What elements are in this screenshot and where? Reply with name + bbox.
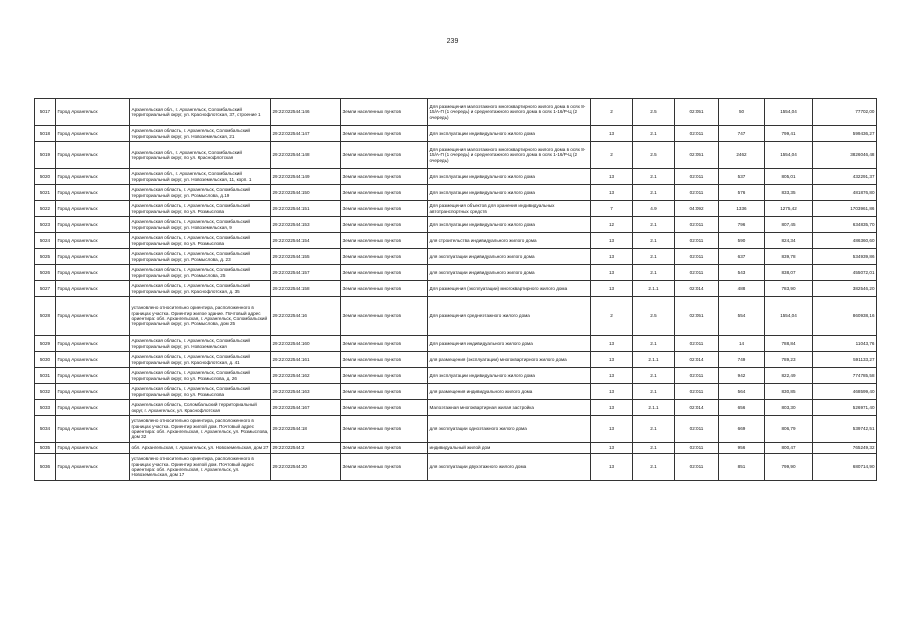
permitted-use-cell: для размещения индивидуального жилого дома <box>428 384 591 400</box>
specific-value-cell: 830,85 <box>765 384 813 400</box>
permitted-use-cell: для эксплуатации одноэтажного жилого дома <box>428 416 591 443</box>
cadastral-value-table <box>34 98 877 481</box>
permitted-use-cell: Для размещения (эксплуатации) многоквартирного жилого дома <box>428 281 591 297</box>
address-cell: Архангельская область, г. Архангельск, Соломбальский территориальный округ, по ул. Розмыслова, д. 26 <box>130 368 271 384</box>
row-number-cell: 5030 <box>35 352 56 368</box>
table-row <box>35 443 877 454</box>
row-number-cell: 5026 <box>35 265 56 281</box>
area-cell: 590 <box>719 233 765 249</box>
area-cell: 749 <box>719 352 765 368</box>
area-cell: 554 <box>719 297 765 336</box>
table-row <box>35 265 877 281</box>
address-cell: Архангельская обл., г. Архангельск, Соломбальский территориальный округ, по ул. Краснофлотская <box>130 142 271 169</box>
specific-value-cell: 805,01 <box>765 169 813 185</box>
locality-cell: Город Архангельск <box>56 368 130 384</box>
specific-value-cell: 1554,04 <box>765 99 813 126</box>
cadastral-number-cell: 29:22:022544:160 <box>271 336 341 352</box>
group-code-cell: 13 <box>591 126 633 142</box>
cadastral-number-cell: 29:22:022544:163 <box>271 384 341 400</box>
cadastral-number-cell: 29:22:022544:155 <box>271 249 341 265</box>
cadastral-value-cell: 382546,20 <box>813 281 877 297</box>
permitted-use-cell: для строительства индивидуального жилого дома <box>428 233 591 249</box>
land-category-cell: Земли населенных пунктов <box>341 185 428 201</box>
use-code-cell: 2.1 <box>633 169 675 185</box>
table-body <box>35 99 877 481</box>
use-code-cell: 2.5 <box>633 99 675 126</box>
table-row <box>35 384 877 400</box>
area-cell: 942 <box>719 368 765 384</box>
area-cell: 2462 <box>719 142 765 169</box>
group-code-cell: 13 <box>591 368 633 384</box>
locality-cell: Город Архангельск <box>56 384 130 400</box>
cadastral-number-cell: 29:22:022544:162 <box>271 368 341 384</box>
area-cell: 637 <box>719 249 765 265</box>
permitted-use-cell: Для размещения малоэтажного многоквартирного жилого дома в осях 8-15/А-П (1 очередь) и среднеэтажного жилого дома в осях 1-16/Р-Ц (2 очередь) <box>428 142 591 169</box>
locality-cell: Город Архангельск <box>56 416 130 443</box>
cadastral-number-cell: 29:22:022544:153 <box>271 217 341 233</box>
permitted-use-cell: для эксплуатации двухэтажного жилого дома <box>428 454 591 481</box>
area-cell: 543 <box>719 265 765 281</box>
cadastral-number-cell: 29:22:022544:20 <box>271 454 341 481</box>
activity-code-cell: 02:051 <box>675 297 719 336</box>
specific-value-cell: 839,78 <box>765 249 813 265</box>
use-code-cell: 2.1.1 <box>633 352 675 368</box>
area-cell: 50 <box>719 99 765 126</box>
activity-code-cell: 02:011 <box>675 217 719 233</box>
row-number-cell: 5025 <box>35 249 56 265</box>
group-code-cell: 13 <box>591 443 633 454</box>
table-row <box>35 217 877 233</box>
land-category-cell: Земли населенных пунктов <box>341 352 428 368</box>
group-code-cell: 13 <box>591 400 633 416</box>
area-cell: 956 <box>719 443 765 454</box>
cadastral-number-cell: 29:22:022544:154 <box>271 233 341 249</box>
cadastral-number-cell: 29:22:022544:151 <box>271 201 341 217</box>
row-number-cell: 5017 <box>35 99 56 126</box>
use-code-cell: 2.5 <box>633 297 675 336</box>
address-cell: Архангельская область, г. Архангельск, Соломбальский территориальный округ, по ул. Розмыслова <box>130 233 271 249</box>
area-cell: 576 <box>719 185 765 201</box>
group-code-cell: 13 <box>591 169 633 185</box>
permitted-use-cell: Для эксплуатации индивидуального жилого дома <box>428 126 591 142</box>
cadastral-value-cell: 1703961,86 <box>813 201 877 217</box>
row-number-cell: 5035 <box>35 443 56 454</box>
address-cell: Архангельская область, г. Архангельск, Соломбальский территориальный округ, ул. Краснофлотская, д. 35 <box>130 281 271 297</box>
specific-value-cell: 806,79 <box>765 416 813 443</box>
land-category-cell: Земли населенных пунктов <box>341 126 428 142</box>
row-number-cell: 5022 <box>35 201 56 217</box>
specific-value-cell: 807,45 <box>765 217 813 233</box>
specific-value-cell: 838,07 <box>765 265 813 281</box>
row-number-cell: 5021 <box>35 185 56 201</box>
permitted-use-cell: Малоэтажная многоквартирная жилая застройка <box>428 400 591 416</box>
row-number-cell: 5024 <box>35 233 56 249</box>
row-number-cell: 5023 <box>35 217 56 233</box>
address-cell: установлено относительно ориентира, расположенного в границах участка. Ориентир жилой дом. Почтовый адрес ориентира: обл. Архангельская, г. Архангельск, ул. Новоземельская, дом 17 <box>130 454 271 481</box>
row-number-cell: 5036 <box>35 454 56 481</box>
address-cell: установлено относительно ориентира, расположенного в границах участка. Ориентир жилой дом. Почтовый адрес ориентира: обл. Архангельская, г. Архангельск, ул. Розмыслова, дом 32 <box>130 416 271 443</box>
table-row <box>35 249 877 265</box>
table-row <box>35 185 877 201</box>
group-code-cell: 13 <box>591 185 633 201</box>
group-code-cell: 2 <box>591 142 633 169</box>
cadastral-number-cell: 29:22:022544:2 <box>271 443 341 454</box>
table-row <box>35 99 877 126</box>
locality-cell: Город Архангельск <box>56 352 130 368</box>
group-code-cell: 13 <box>591 249 633 265</box>
row-number-cell: 5018 <box>35 126 56 142</box>
land-category-cell: Земли населенных пунктов <box>341 201 428 217</box>
cadastral-number-cell: 29:22:022544:148 <box>271 142 341 169</box>
row-number-cell: 5034 <box>35 416 56 443</box>
use-code-cell: 2.1 <box>633 249 675 265</box>
address-cell: установлено относительно ориентира, расположенного в границах участка. Ориентир жилое здание. Почтовый адрес ориентира: обл. Архангельская, г. Архангельск, Соломбальский территориальный округ, ул. Розмыслова, дом 25 <box>130 297 271 336</box>
cadastral-value-cell: 3826046,48 <box>813 142 877 169</box>
activity-code-cell: 02:011 <box>675 185 719 201</box>
specific-value-cell: 799,90 <box>765 454 813 481</box>
permitted-use-cell: Для размещения объектов для хранения индивидуальных автотранспортных средств <box>428 201 591 217</box>
specific-value-cell: 788,84 <box>765 336 813 352</box>
address-cell: Архангельская обл., г. Архангельск, Соломбальский территориальный округ, ул. Новоземельская, 11, корп. 1 <box>130 169 271 185</box>
land-category-cell: Земли населенных пунктов <box>341 416 428 443</box>
cadastral-value-cell: 468599,40 <box>813 384 877 400</box>
specific-value-cell: 1554,04 <box>765 297 813 336</box>
land-category-cell: Земли населенных пунктов <box>341 142 428 169</box>
cadastral-value-cell: 526971,40 <box>813 400 877 416</box>
activity-code-cell: 02:011 <box>675 265 719 281</box>
cadastral-value-cell: 680714,90 <box>813 454 877 481</box>
row-number-cell: 5031 <box>35 368 56 384</box>
use-code-cell: 2.1 <box>633 233 675 249</box>
cadastral-value-cell: 591133,27 <box>813 352 877 368</box>
land-category-cell: Земли населенных пунктов <box>341 336 428 352</box>
cadastral-number-cell: 29:22:022544:167 <box>271 400 341 416</box>
permitted-use-cell: индивидуальный жилой дом <box>428 443 591 454</box>
cadastral-value-cell: 599436,27 <box>813 126 877 142</box>
table-row <box>35 233 877 249</box>
land-category-cell: Земли населенных пунктов <box>341 384 428 400</box>
area-cell: 669 <box>719 416 765 443</box>
activity-code-cell: 02:011 <box>675 126 719 142</box>
land-category-cell: Земли населенных пунктов <box>341 443 428 454</box>
locality-cell: Город Архангельск <box>56 185 130 201</box>
area-cell: 656 <box>719 400 765 416</box>
area-cell: 747 <box>719 126 765 142</box>
cadastral-number-cell: 29:22:022544:158 <box>271 281 341 297</box>
cadastral-value-cell: 486360,60 <box>813 233 877 249</box>
specific-value-cell: 789,23 <box>765 352 813 368</box>
locality-cell: Город Архангельск <box>56 126 130 142</box>
table-row <box>35 454 877 481</box>
specific-value-cell: 1275,42 <box>765 201 813 217</box>
use-code-cell: 2.1 <box>633 416 675 443</box>
locality-cell: Город Архангельск <box>56 99 130 126</box>
permitted-use-cell: Для эксплуатации индивидуального жилого дома <box>428 217 591 233</box>
use-code-cell: 2.1 <box>633 336 675 352</box>
activity-code-cell: 02:014 <box>675 352 719 368</box>
table-row <box>35 169 877 185</box>
use-code-cell: 2.1 <box>633 217 675 233</box>
land-category-cell: Земли населенных пунктов <box>341 99 428 126</box>
group-code-cell: 13 <box>591 233 633 249</box>
row-number-cell: 5032 <box>35 384 56 400</box>
use-code-cell: 2.5 <box>633 142 675 169</box>
activity-code-cell: 02:051 <box>675 142 719 169</box>
table-row <box>35 297 877 336</box>
locality-cell: Город Архангельск <box>56 336 130 352</box>
locality-cell: Город Архангельск <box>56 249 130 265</box>
row-number-cell: 5029 <box>35 336 56 352</box>
use-code-cell: 2.1 <box>633 454 675 481</box>
cadastral-value-cell: 539742,51 <box>813 416 877 443</box>
specific-value-cell: 824,34 <box>765 233 813 249</box>
specific-value-cell: 799,41 <box>765 126 813 142</box>
locality-cell: Город Архангельск <box>56 217 130 233</box>
cadastral-value-cell: 634835,70 <box>813 217 877 233</box>
permitted-use-cell: Для размещения индивидуального жилого дома <box>428 336 591 352</box>
permitted-use-cell: для эксплуатации индивидуального жилого дома <box>428 249 591 265</box>
use-code-cell: 2.1 <box>633 126 675 142</box>
address-cell: Архангельская обл., г. Архангельск, Соломбальский территориальный округ, ул. Краснофлотская, 37, строение 1 <box>130 99 271 126</box>
cadastral-number-cell: 29:22:022544:149 <box>271 169 341 185</box>
group-code-cell: 13 <box>591 281 633 297</box>
use-code-cell: 2.1 <box>633 368 675 384</box>
table-row <box>35 201 877 217</box>
cadastral-value-cell: 77702,00 <box>813 99 877 126</box>
permitted-use-cell: Для эксплуатации индивидуального жилого дома <box>428 169 591 185</box>
table-row <box>35 126 877 142</box>
locality-cell: Город Архангельск <box>56 233 130 249</box>
cadastral-number-cell: 29:22:022544:157 <box>271 265 341 281</box>
specific-value-cell: 803,30 <box>765 400 813 416</box>
specific-value-cell: 822,49 <box>765 368 813 384</box>
locality-cell: Город Архангельск <box>56 201 130 217</box>
row-number-cell: 5028 <box>35 297 56 336</box>
locality-cell: Город Архангельск <box>56 400 130 416</box>
group-code-cell: 13 <box>591 454 633 481</box>
cadastral-number-cell: 29:22:022544:146 <box>271 99 341 126</box>
use-code-cell: 2.1.1 <box>633 400 675 416</box>
permitted-use-cell: для размещения (эксплуатации) многоквартирного жилого дома <box>428 352 591 368</box>
activity-code-cell: 02:051 <box>675 99 719 126</box>
land-category-cell: Земли населенных пунктов <box>341 169 428 185</box>
address-cell: Архангельская область, г. Архангельск, Соломбальский территориальный округ, ул. Розмыслова, д. 23 <box>130 249 271 265</box>
group-code-cell: 13 <box>591 384 633 400</box>
group-code-cell: 13 <box>591 336 633 352</box>
area-cell: 564 <box>719 384 765 400</box>
use-code-cell: 2.1 <box>633 185 675 201</box>
land-category-cell: Земли населенных пунктов <box>341 249 428 265</box>
address-cell: Архангельская область, г. Архангельск, Соломбальский территориальный округ, ул. Новоземельская, 9 <box>130 217 271 233</box>
table-row <box>35 352 877 368</box>
activity-code-cell: 02:011 <box>675 416 719 443</box>
group-code-cell: 12 <box>591 217 633 233</box>
specific-value-cell: 1554,04 <box>765 142 813 169</box>
address-cell: Архангельская область, г. Архангельск, Соломбальский территориальный округ, ул. Новоземельская, 21 <box>130 126 271 142</box>
locality-cell: Город Архангельск <box>56 443 130 454</box>
address-cell: Архангельская область, г. Архангельск, Соломбальский территориальный округ, ул. Новоземельская <box>130 336 271 352</box>
area-cell: 537 <box>719 169 765 185</box>
address-cell: Архангельская область, г. Архангельск, Соломбальский территориальный округ, ул. Краснофлотская, д. 41 <box>130 352 271 368</box>
page-number: 239 <box>446 38 459 45</box>
cadastral-value-cell: 432291,37 <box>813 169 877 185</box>
permitted-use-cell: Для эксплуатации индивидуального жилого дома <box>428 185 591 201</box>
activity-code-cell: 02:011 <box>675 384 719 400</box>
address-cell: Архангельская область, Соломбальский территориальный округ, г. Архангельск, ул. Краснофлотская <box>130 400 271 416</box>
activity-code-cell: 02:011 <box>675 169 719 185</box>
locality-cell: Город Архангельск <box>56 281 130 297</box>
locality-cell: Город Архангельск <box>56 169 130 185</box>
specific-value-cell: 833,35 <box>765 185 813 201</box>
table-row <box>35 368 877 384</box>
row-number-cell: 5020 <box>35 169 56 185</box>
address-cell: Архангельская область, г. Архангельск, Соломбальский территориальный округ, ул. Розмыслова, д.19 <box>130 185 271 201</box>
specific-value-cell: 800,47 <box>765 443 813 454</box>
address-cell: обл. Архангельская, г. Архангельск, ул. Новоземельская, дом 27 <box>130 443 271 454</box>
land-category-cell: Земли населенных пунктов <box>341 265 428 281</box>
locality-cell: Город Архангельск <box>56 297 130 336</box>
activity-code-cell: 02:011 <box>675 454 719 481</box>
area-cell: 14 <box>719 336 765 352</box>
land-category-cell: Земли населенных пунктов <box>341 297 428 336</box>
group-code-cell: 2 <box>591 297 633 336</box>
permitted-use-cell: Для размещения среднеэтажного жилого дома <box>428 297 591 336</box>
specific-value-cell: 783,90 <box>765 281 813 297</box>
table-row <box>35 336 877 352</box>
land-category-cell: Земли населенных пунктов <box>341 400 428 416</box>
group-code-cell: 7 <box>591 201 633 217</box>
activity-code-cell: 02:011 <box>675 336 719 352</box>
row-number-cell: 5033 <box>35 400 56 416</box>
cadastral-number-cell: 29:22:022544:147 <box>271 126 341 142</box>
activity-code-cell: 04:092 <box>675 201 719 217</box>
permitted-use-cell: Для размещения малоэтажного многоквартирного жилого дома в осях 8-15/А-П (1 очередь) и среднеэтажного жилого дома в осях 1-16/Р-Ц (2 очередь) <box>428 99 591 126</box>
cadastral-value-cell: 481876,80 <box>813 185 877 201</box>
land-category-cell: Земли населенных пунктов <box>341 368 428 384</box>
group-code-cell: 13 <box>591 265 633 281</box>
cadastral-value-cell: 860938,16 <box>813 297 877 336</box>
land-category-cell: Земли населенных пунктов <box>341 233 428 249</box>
table-row <box>35 400 877 416</box>
permitted-use-cell: для эксплуатации индивидуального жилого дома <box>428 265 591 281</box>
row-number-cell: 5019 <box>35 142 56 169</box>
cadastral-number-cell: 29:22:022544:18 <box>271 416 341 443</box>
cadastral-number-cell: 29:22:022544:150 <box>271 185 341 201</box>
use-code-cell: 2.1.1 <box>633 281 675 297</box>
activity-code-cell: 02:011 <box>675 368 719 384</box>
address-cell: Архангельская область, г. Архангельск, Соломбальский территориальный округ, по ул. Розмыслова <box>130 201 271 217</box>
activity-code-cell: 02:014 <box>675 400 719 416</box>
address-cell: Архангельская область, г. Архангельск, Соломбальский территориальный округ, по ул. Розмыслова <box>130 384 271 400</box>
group-code-cell: 13 <box>591 352 633 368</box>
permitted-use-cell: Для эксплуатации индивидуального жилого дома <box>428 368 591 384</box>
area-cell: 851 <box>719 454 765 481</box>
table-row <box>35 281 877 297</box>
activity-code-cell: 02:011 <box>675 249 719 265</box>
land-category-cell: Земли населенных пунктов <box>341 217 428 233</box>
activity-code-cell: 02:014 <box>675 281 719 297</box>
cadastral-value-cell: 765249,32 <box>813 443 877 454</box>
cadastral-value-cell: 11043,76 <box>813 336 877 352</box>
table-row <box>35 142 877 169</box>
area-cell: 796 <box>719 217 765 233</box>
use-code-cell: 4.9 <box>633 201 675 217</box>
group-code-cell: 2 <box>591 99 633 126</box>
cadastral-number-cell: 29:22:022544:16 <box>271 297 341 336</box>
group-code-cell: 13 <box>591 416 633 443</box>
use-code-cell: 2.1 <box>633 443 675 454</box>
activity-code-cell: 02:011 <box>675 233 719 249</box>
activity-code-cell: 02:011 <box>675 443 719 454</box>
cadastral-value-cell: 774785,58 <box>813 368 877 384</box>
cadastral-number-cell: 29:22:022544:161 <box>271 352 341 368</box>
use-code-cell: 2.1 <box>633 384 675 400</box>
locality-cell: Город Архангельск <box>56 142 130 169</box>
locality-cell: Город Архангельск <box>56 265 130 281</box>
land-category-cell: Земли населенных пунктов <box>341 281 428 297</box>
address-cell: Архангельская область, г. Архангельск, Соломбальский территориальный округ, ул. Розмыслова, 25 <box>130 265 271 281</box>
table-row <box>35 416 877 443</box>
area-cell: 488 <box>719 281 765 297</box>
land-category-cell: Земли населенных пунктов <box>341 454 428 481</box>
row-number-cell: 5027 <box>35 281 56 297</box>
use-code-cell: 2.1 <box>633 265 675 281</box>
area-cell: 1336 <box>719 201 765 217</box>
cadastral-value-cell: 534939,86 <box>813 249 877 265</box>
locality-cell: Город Архангельск <box>56 454 130 481</box>
cadastral-value-cell: 455072,01 <box>813 265 877 281</box>
